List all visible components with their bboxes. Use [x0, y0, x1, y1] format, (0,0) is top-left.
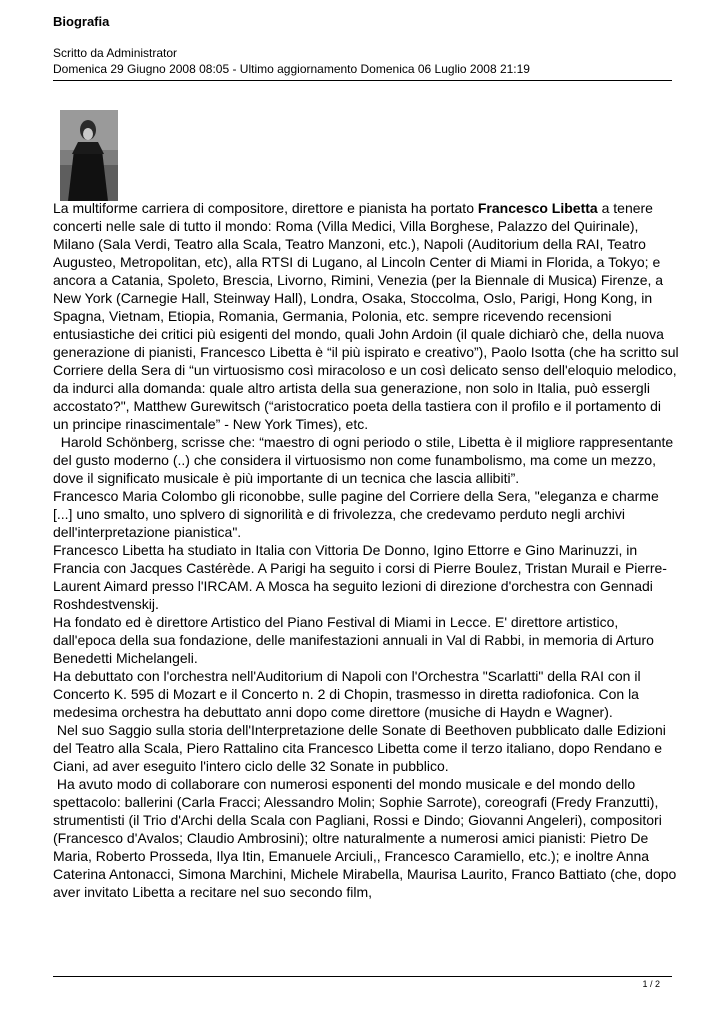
paragraph: Ha avuto modo di collaborare con numerosi esponenti del mondo musicale e del mondo dello spettacolo: ballerini (Carla Fracci; Alessandro Molin; Sophie Sarrote), coreografi (Fredy Franzutti), strumentisti (il Trio d'Archi della Scala con Pagliani, Rossi e Dindo; Giovanni Angeleri), compositori (Francesco d'Avalos; Claudio Ambrosini); oltre naturalmente a numerosi amici pianisti: Pietro De Maria, Roberto Prosseda, Ilya Itin, Emanuele Arciuli,, Francesco Caramiello, etc.); e inoltre Anna Caterina Antonacci, Simona Marchini, Michele Mirabella, Maurisa Laurito, Franco Battiato (che, dopo aver invitato Libetta a recitare nel suo secondo film,	[53, 776, 681, 900]
article-meta	[53, 45, 530, 77]
intro-paragraph: La multiforme carriera di compositore, direttore e pianista ha portato Francesco Libetta a tenere concerti nelle sale di tutto il mondo: Roma (Villa Medici, Villa Borghese, Palazzo del Quirinale), Milano (Sala Verdi, Teatro alla Scala, Teatro Manzoni, etc.), Napoli (Auditorium della RAI, Teatro Augusteo, Metropolitan, etc), alla RTSI di Lugano, al Lincoln Center di Miami in Florida, a Tokyo; e ancora a Catania, Spoleto, Brescia, Livorno, Rimini, Venezia (per la Biennale di Musica) Firenze, a New York (Carnegie Hall, Steinway Hall), Londra, Osaka, Stoccolma, Oslo, Parigi, Hong Kong, in Spagna, Vietnam, Etiopia, Romania, Germania, Polonia, etc. sempre ricevendo recensioni entusiastiche dei critici più esigenti del mondo, quali John Ardoin (il quale dichiarò che, della nuova generazione di pianisti, Francesco Libetta è “il più ispirato e creativo”), Paolo Isotta (che ha scritto sul Corriere della Sera di “un virtuosismo così miracoloso e un così delicato senso dell'eloquio melodico, da indurci alla domanda: quale altro artista della sua generazione, non solo in Italia, può essergli accostato?", Matthew Gurewitsch (“aristocratico poeta della tastiera con il profilo e il portamento di un principe rinascimentale” - New York Times), etc.	[53, 200, 679, 432]
paragraph: Francesco Libetta ha studiato in Italia con Vittoria De Donno, Igino Ettorre e Gino Marinuzzi, in Francia con Jacques Castérède. A Parigi ha seguito i corsi di Pierre Boulez, Tristan Murail e Pierre-Laurent Aimard presso l'IRCAM. A Mosca ha seguito lezioni di direzione d'orchestra con Gennadi Roshdestvenskij.	[53, 542, 667, 612]
paragraph: Nel suo Saggio sulla storia dell'Interpretazione delle Sonate di Beethoven pubblicato dalle Edizioni del Teatro alla Scala, Piero Rattalino cita Francesco Libetta come il terzo italiano, dopo Rendano e Ciani, ad aver eseguito l'intero ciclo delle 32 Sonate in pubblico.	[53, 722, 670, 774]
header-divider	[53, 80, 672, 81]
dates-line: Domenica 29 Giugno 2008 08:05 - Ultimo aggiornamento Domenica 06 Luglio 2008 21:19	[53, 62, 530, 76]
paragraph: Ha fondato ed è direttore Artistico del Piano Festival di Miami in Lecce. E' direttore artistico, dall'epoca della sua fondazione, delle manifestazioni annuali in Val di Rabbi, in memoria di Arturo Benedetti Michelangeli.	[53, 614, 654, 666]
article-body	[53, 199, 679, 901]
paragraph: Ha debuttato con l'orchestra nell'Auditorium di Napoli con l'Orchestra "Scarlatti" della RAI con il Concerto K. 595 di Mozart e il Concerto n. 2 di Chopin, trasmesso in diretta radiofonica. Con la medesima orchestra ha debuttato anni dopo come direttore (musiche di Haydn e Wagner).	[53, 668, 641, 720]
portrait-photo	[60, 110, 118, 201]
artist-name: Francesco Libetta	[477, 200, 598, 216]
footer-divider	[53, 976, 672, 977]
paragraph: Harold Schönberg, scrisse che: “maestro di ogni periodo o stile, Libetta è il migliore rappresentante del gusto moderno (..) che considera il virtuosismo non come funambolismo, ma come un mezzo, dove il significato musicale è più importante di un tecnica che lascia allibiti”.	[53, 434, 678, 486]
author-line: Scritto da Administrator	[53, 46, 178, 60]
page-title: Biografia	[53, 14, 110, 29]
paragraph: Francesco Maria Colombo gli riconobbe, sulle pagine del Corriere della Sera, "eleganza e charme [...] uno smalto, uno splvero di signorilità e di frivolezza, che credevamo perduto negli archivi dell'interpretazione pianistica".	[53, 488, 659, 540]
page-number: 1 / 2	[642, 979, 660, 989]
